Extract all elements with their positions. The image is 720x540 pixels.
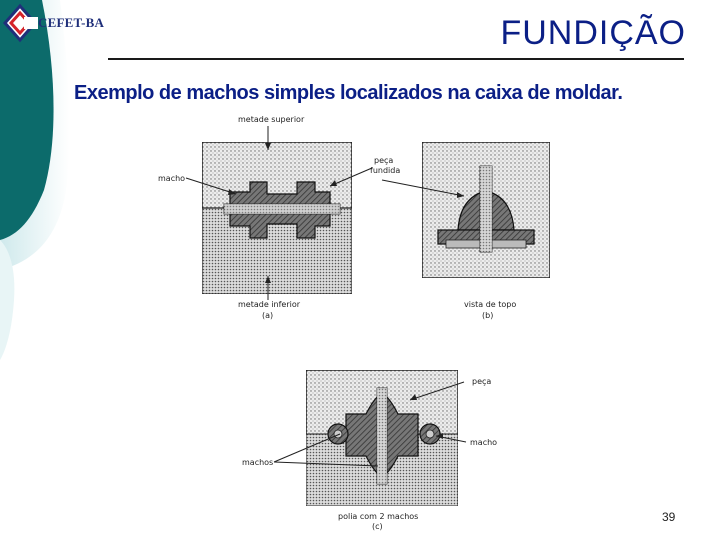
label-peca-fundida-line1: peça <box>374 156 394 165</box>
logo-text: CEFET-BA <box>38 15 105 30</box>
label-vista-de-topo: vista de topo <box>464 300 517 309</box>
label-machos: machos <box>242 458 274 467</box>
page-number: 39 <box>662 510 676 524</box>
label-metade-superior: metade superior <box>238 115 305 124</box>
label-macho-a: macho <box>158 174 186 183</box>
label-peca-fundida-line2: fundida <box>370 166 401 175</box>
label-c: (c) <box>372 522 383 531</box>
page-title: FUNDIÇÃO <box>500 14 686 52</box>
label-metade-inferior: metade inferior <box>238 300 301 309</box>
label-macho-c: macho <box>470 438 498 447</box>
label-polia: polia com 2 machos <box>338 512 419 521</box>
slide-subtitle: Exemplo de machos simples localizados na caixa de moldar. <box>74 82 623 104</box>
label-b: (b) <box>482 311 494 320</box>
label-peca-c: peça <box>472 377 492 386</box>
label-a: (a) <box>262 311 274 320</box>
